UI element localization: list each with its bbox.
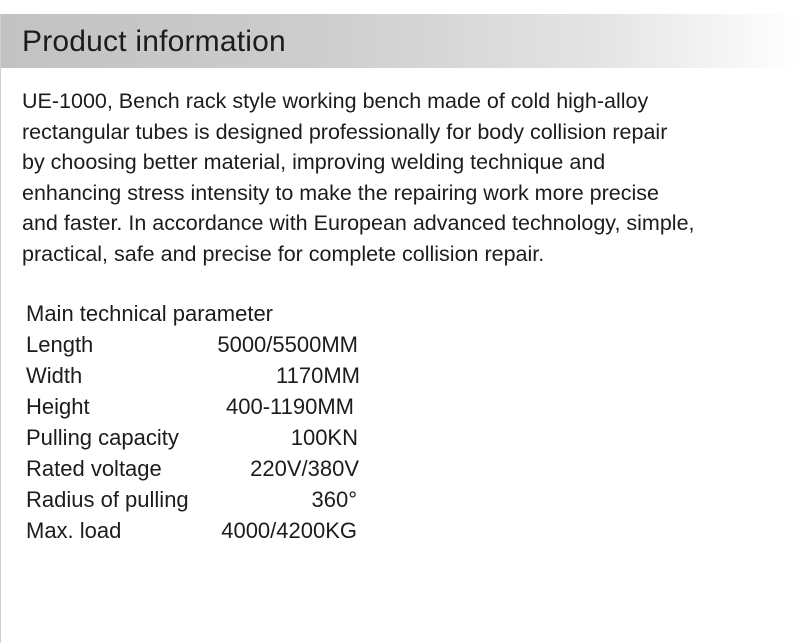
spec-row-radius-of-pulling bbox=[26, 484, 366, 515]
spec-value: 5000/5500MM bbox=[217, 332, 358, 357]
spec-value: 4000/4200KG bbox=[221, 518, 357, 543]
spec-value: 100KN bbox=[290, 425, 358, 450]
spec-label: Height bbox=[26, 394, 90, 419]
spec-row-height bbox=[26, 391, 366, 422]
spec-label: Length bbox=[26, 332, 94, 357]
spec-row-width bbox=[26, 360, 366, 391]
spec-label: Radius of pulling bbox=[26, 487, 189, 512]
technical-parameters bbox=[26, 298, 366, 546]
spec-row-max-load bbox=[26, 515, 366, 546]
spec-value: 1170MM bbox=[276, 363, 360, 388]
spec-row-pulling-capacity bbox=[26, 422, 366, 453]
spec-row-length bbox=[26, 329, 366, 360]
spec-label: Rated voltage bbox=[26, 456, 162, 481]
spec-label: Width bbox=[26, 363, 83, 388]
spec-row-rated-voltage bbox=[26, 453, 366, 484]
spec-value: 400-1190MM bbox=[226, 394, 354, 419]
specs-heading: Main technical parameter bbox=[26, 301, 274, 326]
description-line: UE-1000, Bench rack style working bench made of cold high-alloy bbox=[22, 89, 649, 113]
description-line: by choosing better material, improving welding technique and bbox=[22, 150, 606, 174]
product-description bbox=[22, 86, 792, 269]
left-border-line bbox=[0, 14, 1, 643]
description-line: rectangular tubes is designed professionally for body collision repair bbox=[22, 119, 668, 144]
section-title: Product information bbox=[22, 25, 286, 58]
spec-value: 360° bbox=[311, 487, 357, 512]
spec-label: Pulling capacity bbox=[26, 425, 179, 450]
description-line: and faster. In accordance with European advanced technology, simple, bbox=[22, 211, 695, 235]
spec-label: Max. load bbox=[26, 518, 122, 543]
description-line: enhancing stress intensity to make the repairing work more precise bbox=[22, 180, 659, 205]
description-line: practical, safe and precise for complete collision repair. bbox=[22, 241, 545, 266]
spec-value: 220V/380V bbox=[250, 456, 359, 481]
